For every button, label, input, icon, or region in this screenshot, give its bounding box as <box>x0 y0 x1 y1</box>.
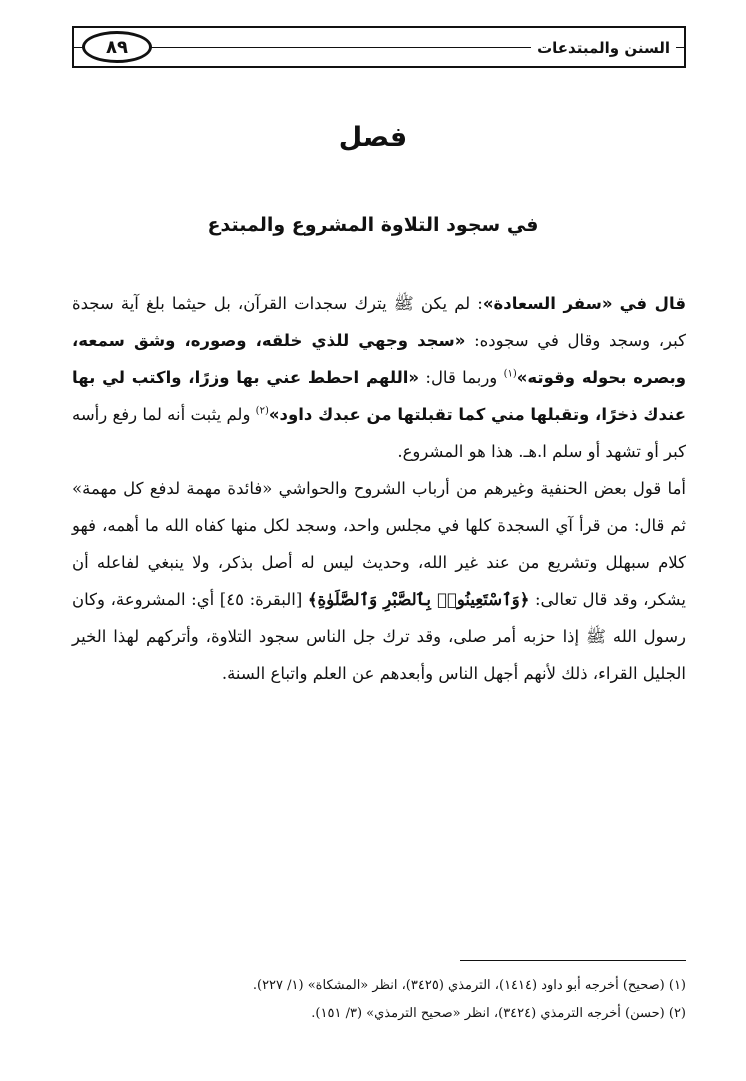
paragraph-2-text-c: أي: المشروعة، وكان رسول الله ﷺ إذا حزبه أمر صلى، وقد ترك جل الناس سجود التلاوة، وأتركهم لهذا الخير الجليل القراء، ذلك لأنهم أجهل الناس وأبعدهم عن العلم واتباع السنة. <box>72 590 686 683</box>
paragraph-1-text-a: : لم يكن ﷺ يترك سجدات القرآن، بل حيثما بلغ آية سجدة كبر، وسجد وقال في سجوده: <box>72 294 686 350</box>
verse-reference: [البقرة: ٤٥] <box>214 590 308 609</box>
section-subtitle: في سجود التلاوة المشروع والمبتدع <box>207 214 539 236</box>
footnote-1: (١) (صحيح) أخرجه أبو داود (١٤١٤)، الترمذي (٣٤٢٥)، انظر «المشكاة» (١/ ٢٢٧). <box>252 978 686 993</box>
footnote-ref-1[interactable]: (١) <box>503 368 517 380</box>
paragraph-2-text-a: أما قول بعض الحنفية وغيرهم من أرباب الشروح والحواشي <box>272 479 686 498</box>
paragraph-2-heading: «فائدة مهمة لدفع كل مهمة» <box>72 479 273 498</box>
dua-2: «اللهم احطط عني بها وزرًا، واكتب لي بها عندك ذخرًا، وتقبلها مني كما تقبلتها من عبدك داود» <box>72 368 686 424</box>
paragraph-1 <box>72 285 686 470</box>
paragraph-1-text-b: وربما قال: <box>419 368 504 387</box>
section-title: فصل <box>338 122 408 153</box>
footnotes <box>72 972 686 1028</box>
paragraph-2-text-b: ثم قال: من قرأ آي السجدة كلها في مجلس واحد، وسجد لكل منها كفاه الله ما أهمه، فهو كلام سبهلل وتشريع من عند غير الله، وحديث ليس له أصل بذكر، ولا ينبغي لفاعله أن يشكر، وقد قال تعالى: <box>72 516 686 609</box>
body-text <box>72 285 686 692</box>
footnote-2: (٢) (حسن) أخرجه الترمذي (٣٤٢٤)، انظر «صحيح الترمذي» (٣/ ١٥١). <box>311 1006 686 1021</box>
quran-verse: ﴿وَٱسْتَعِينُوا۟ بِٱلصَّبْرِ وَٱلصَّلَوٰةِ﴾ <box>307 590 530 609</box>
running-title: السنن والمبتدعات <box>531 34 676 62</box>
paragraph-2 <box>72 470 686 692</box>
page-header <box>72 26 686 68</box>
footnote-ref-2[interactable]: (٢) <box>255 405 269 417</box>
paragraph-1-lead: قال في <box>619 294 686 313</box>
paragraph-1-text-c: ولم يثبت أنه لما رفع رأسه كبر أو تشهد أو سلم ا.هـ. هذا هو المشروع. <box>71 405 686 461</box>
book-title: «سفر السعادة» <box>482 294 613 313</box>
footnote-divider <box>460 960 686 961</box>
dua-1: «سجد وجهي للذي خلقه، وصوره، وشق سمعه، وبصره بحوله وقوته» <box>72 331 686 387</box>
page-number: ٨٩ <box>82 31 152 63</box>
